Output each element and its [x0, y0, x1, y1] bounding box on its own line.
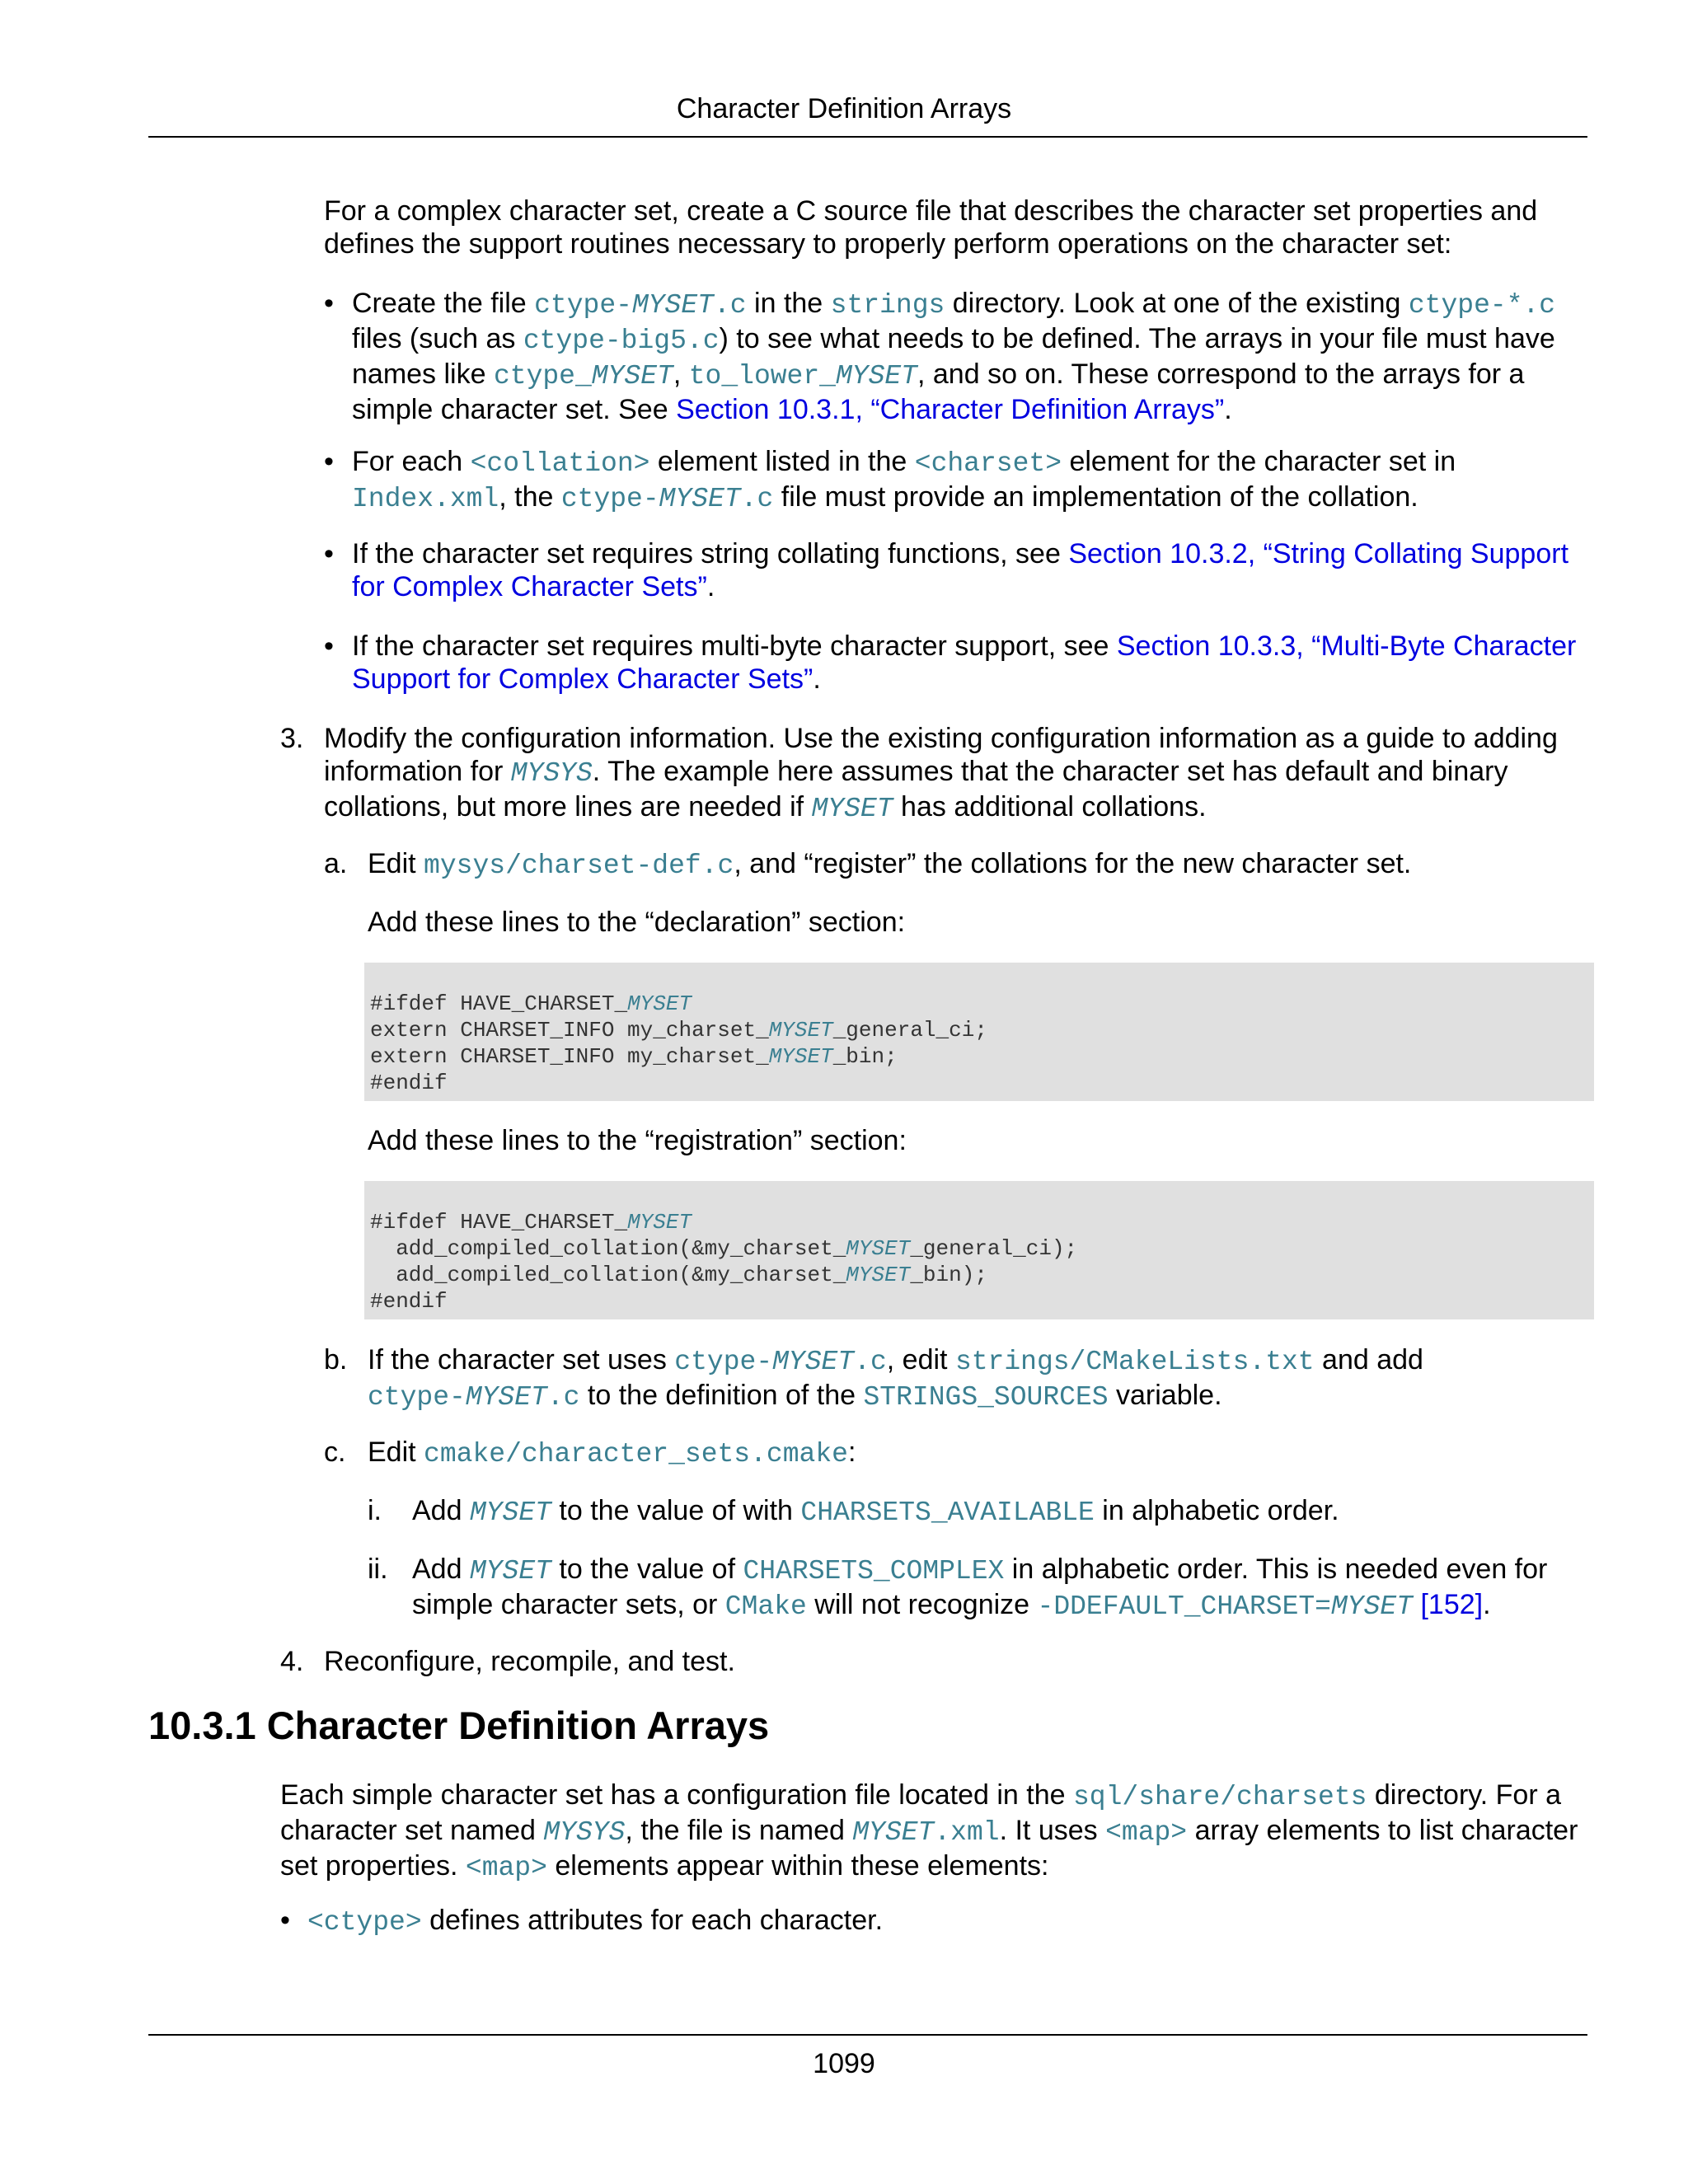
code-cmake: CMake — [724, 1591, 807, 1622]
code-ctype-myset: ctype_MYSET — [493, 361, 673, 391]
code-charsets-available: CHARSETS_AVAILABLE — [800, 1497, 1095, 1528]
link-section-10-3-1[interactable]: Section 10.3.1, “Character Definition Arrays” — [676, 394, 1225, 425]
footer-rule — [148, 2034, 1587, 2036]
page-number: 1099 — [813, 2048, 875, 2079]
code-sql-share-charsets: sql/share/charsets — [1072, 1782, 1367, 1812]
code-ctype-myset-c: ctype-MYSET.c — [674, 1347, 887, 1377]
bullet-multi-byte: If the character set requires multi-byte character support, see Section 10.3.3, “Multi-Byte Character Support for Complex Character Sets”. — [352, 630, 1577, 695]
bullet-marker: • — [324, 288, 334, 319]
step-letter: a. — [324, 848, 348, 879]
code-mysys: MYSYS — [543, 1817, 626, 1848]
code-ctype-myset-c: ctype-MYSET.c — [368, 1382, 580, 1413]
code-ctype-big5: ctype-big5.c — [523, 326, 720, 356]
code-myset: MYSET — [469, 1556, 551, 1586]
step-letter: b. — [324, 1344, 348, 1376]
code-character-sets-cmake: cmake/character_sets.cmake — [424, 1439, 848, 1469]
step-c-paragraph: Edit cmake/character_sets.cmake: — [368, 1436, 856, 1469]
bullet-marker: • — [324, 630, 334, 662]
step-roman: ii. — [368, 1554, 388, 1585]
code-index-xml: Index.xml — [352, 484, 499, 514]
bullet-collation: For each <collation> element listed in the <charset> element for the character set in Index.xml, the ctype-MYSET.c file must provide an implementation of the collation. — [352, 446, 1456, 514]
code-ctype-myset-c: ctype-MYSET.c — [560, 484, 774, 514]
bullet-marker: • — [324, 446, 334, 477]
code-charsets-complex: CHARSETS_COMPLEX — [743, 1556, 1005, 1586]
code-ctype-wildcard: ctype-*.c — [1408, 290, 1556, 321]
bullet-marker: • — [280, 1905, 290, 1936]
link-page-152[interactable]: [152] — [1420, 1589, 1484, 1620]
step-letter: c. — [324, 1436, 346, 1468]
step-a-paragraph: Edit mysys/charset-def.c, and “register” the collations for the new character set. — [368, 848, 1412, 881]
step-c-i-paragraph: Add MYSET to the value of with CHARSETS_AVAILABLE in alphabetic order. — [412, 1495, 1339, 1528]
section-heading: 10.3.1 Character Definition Arrays — [148, 1704, 770, 1747]
link-section-10-3-2[interactable]: Section 10.3.2, “String Collating Support for Complex Character Sets” — [352, 538, 1569, 602]
link-section-10-3-3[interactable]: Section 10.3.3, “Multi-Byte Character Support for Complex Character Sets” — [352, 630, 1577, 695]
code-block-registration: #ifdef HAVE_CHARSET_MYSET add_compiled_collation(&my_charset_MYSET_general_ci); add_compiled_collation(&my_charset_MYSET_bin); #endif — [364, 1181, 1594, 1319]
code-myset: MYSET — [469, 1497, 551, 1528]
section-paragraph: Each simple character set has a configuration file located in the sql/share/charsets directory. For a character set named MYSYS, the file is named MYSET.xml. It uses <map> array elements to list character set properties. <map> elements appear within these elements: — [280, 1779, 1578, 1883]
declaration-instruction: Add these lines to the “declaration” section: — [368, 907, 906, 938]
section-bullet-ctype: <ctype> defines attributes for each character. — [307, 1905, 884, 1938]
code-map-element: <map> — [1105, 1817, 1188, 1848]
step-b-paragraph: If the character set uses ctype-MYSET.c, edit strings/CMakeLists.txt and add ctype-MYSET.c to the definition of the STRINGS_SOURCES variable. — [368, 1344, 1423, 1413]
code-strings: strings — [830, 290, 945, 321]
code-cmakelists: strings/CMakeLists.txt — [954, 1347, 1315, 1377]
code-to-lower-myset: to_lower_MYSET — [688, 361, 917, 391]
code-map-element: <map> — [465, 1853, 547, 1883]
code-mysys: MYSYS — [510, 758, 593, 789]
bullet-create-file: Create the file ctype-MYSET.c in the strings directory. Look at one of the existing ctype-*.c files (such as ctype-big5.c) to see what needs to be defined. The arrays in your file must have names like ctype_MYSET, to_lower_MYSET, and so on. These correspond to the arrays for a simple character set. See Section 10.3.1, “Character Definition Arrays”. — [352, 288, 1556, 425]
step-number: 3. — [280, 723, 304, 754]
bullet-string-collating: If the character set requires string collating functions, see Section 10.3.2, “String Collating Support for Complex Character Sets”. — [352, 538, 1569, 602]
intro-paragraph: For a complex character set, create a C source file that describes the character set properties and defines the support routines necessary to properly perform operations on the character set: — [324, 195, 1538, 260]
code-strings-sources: STRINGS_SOURCES — [863, 1382, 1109, 1413]
header-rule — [148, 136, 1587, 138]
step-4-paragraph: Reconfigure, recompile, and test. — [324, 1646, 735, 1677]
step-number: 4. — [280, 1646, 304, 1677]
code-block-declaration: #ifdef HAVE_CHARSET_MYSET extern CHARSET_INFO my_charset_MYSET_general_ci; extern CHARSET_INFO my_charset_MYSET_bin; #endif — [364, 963, 1594, 1101]
step-roman: i. — [368, 1495, 382, 1526]
code-ctype-element: <ctype> — [307, 1907, 422, 1938]
code-collation-element: <collation> — [470, 448, 650, 479]
code-ctype-myset-c: ctype-MYSET.c — [534, 290, 747, 321]
running-header: Character Definition Arrays — [676, 93, 1012, 124]
code-myset-xml: MYSET.xml — [852, 1817, 1000, 1848]
code-default-charset-option: -DDEFAULT_CHARSET=MYSET — [1037, 1591, 1414, 1622]
code-charset-element: <charset> — [914, 448, 1062, 479]
code-myset: MYSET — [811, 794, 893, 824]
registration-instruction: Add these lines to the “registration” section: — [368, 1125, 907, 1156]
step-3-paragraph: Modify the configuration information. Use the existing configuration information as a guide to adding information for MYSYS. The example here assumes that the character set has default and binary collations, but more lines are needed if MYSET has additional collations. — [324, 723, 1558, 824]
step-c-ii-paragraph: Add MYSET to the value of CHARSETS_COMPLEX in alphabetic order. This is needed even for simple character sets, or CMake will not recognize -DDEFAULT_CHARSET=MYSET [152]. — [412, 1554, 1548, 1622]
code-charset-def-c: mysys/charset-def.c — [424, 851, 734, 881]
bullet-marker: • — [324, 538, 334, 569]
